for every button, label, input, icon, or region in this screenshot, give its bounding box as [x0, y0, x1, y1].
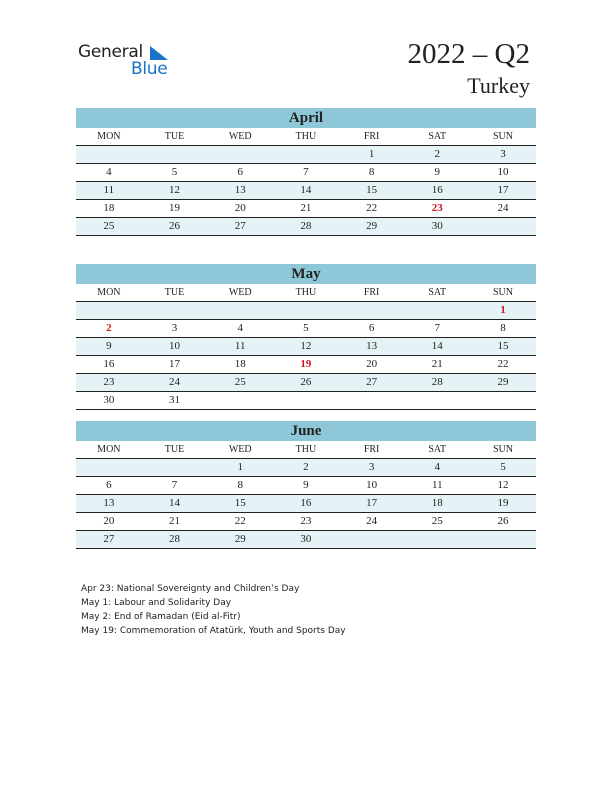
weekday-label: MON	[97, 444, 121, 455]
day-cell: 16	[431, 184, 443, 196]
day-cell: 19	[300, 358, 312, 370]
day-cell: 3	[500, 148, 506, 160]
week-row	[76, 338, 536, 356]
day-cell: 4	[237, 322, 243, 334]
week-row	[76, 182, 536, 200]
day-cell: 26	[497, 515, 509, 527]
day-cell: 28	[431, 376, 443, 388]
day-cell: 10	[169, 340, 181, 352]
day-cell: 22	[366, 202, 378, 214]
week-row	[76, 477, 536, 495]
day-cell: 7	[171, 479, 178, 491]
day-cell: 26	[300, 376, 312, 388]
day-cell: 25	[431, 515, 443, 527]
logo	[78, 42, 188, 82]
empty-day-cell	[339, 531, 405, 548]
day-cell: 6	[106, 479, 112, 491]
day-cell: 11	[431, 479, 443, 491]
empty-day-cell	[76, 302, 142, 319]
day-cell: 16	[103, 358, 115, 370]
weekday-label: MON	[97, 287, 121, 298]
empty-day-cell	[76, 146, 142, 163]
week-row	[76, 302, 536, 320]
day-cell: 15	[366, 184, 378, 196]
day-cell: 10	[497, 166, 509, 178]
day-cell: 10	[366, 479, 378, 491]
week-row	[76, 531, 536, 549]
empty-day-cell	[207, 146, 273, 163]
day-cell: 22	[497, 358, 509, 370]
holiday-notes	[81, 582, 346, 638]
day-cell: 24	[169, 376, 181, 388]
empty-day-cell	[142, 302, 208, 319]
day-cell: 12	[300, 340, 312, 352]
empty-day-cell	[339, 392, 405, 409]
empty-day-cell	[470, 392, 536, 409]
day-cell: 19	[169, 202, 181, 214]
day-cell: 15	[497, 340, 509, 352]
day-cell: 2	[106, 322, 112, 334]
day-cell: 13	[103, 497, 115, 509]
day-cell: 20	[103, 515, 115, 527]
day-cell: 7	[303, 166, 309, 178]
day-cell: 25	[103, 220, 115, 232]
day-cell: 5	[303, 322, 309, 334]
day-cell: 7	[434, 322, 441, 334]
month-header: June	[76, 421, 536, 441]
day-cell: 30	[431, 220, 443, 232]
day-cell: 15	[234, 497, 246, 509]
week-row	[76, 459, 536, 477]
weekday-header-row	[76, 441, 536, 459]
month-may	[76, 264, 536, 410]
holiday-note: May 19: Commemoration of Atatürk, Youth and Sports Day	[81, 626, 346, 636]
day-cell: 14	[169, 497, 181, 509]
day-cell: 4	[434, 461, 441, 473]
day-cell: 19	[497, 497, 509, 509]
weekday-label: SUN	[492, 444, 513, 455]
day-cell: 31	[169, 394, 181, 406]
day-cell: 28	[169, 533, 181, 545]
day-cell: 27	[366, 376, 378, 388]
day-cell: 29	[497, 376, 509, 388]
day-cell: 9	[106, 340, 112, 352]
day-cell: 13	[234, 184, 246, 196]
day-cell: 8	[500, 322, 506, 334]
day-cell: 20	[234, 202, 246, 214]
day-cell: 24	[497, 202, 509, 214]
month-header: April	[76, 108, 536, 128]
day-cell: 18	[103, 202, 115, 214]
weekday-label: SAT	[428, 287, 447, 298]
weekday-label: WED	[228, 444, 252, 455]
day-cell: 22	[234, 515, 246, 527]
empty-day-cell	[142, 459, 208, 476]
day-cell: 21	[431, 358, 443, 370]
weekday-label: MON	[97, 131, 121, 142]
weekday-header-row	[76, 128, 536, 146]
month-header: May	[76, 264, 536, 284]
empty-day-cell	[470, 531, 536, 548]
empty-day-cell	[339, 302, 405, 319]
empty-day-cell	[142, 146, 208, 163]
day-cell: 3	[171, 322, 178, 334]
day-cell: 1	[237, 461, 243, 473]
day-cell: 5	[171, 166, 178, 178]
empty-day-cell	[273, 302, 339, 319]
day-cell: 27	[234, 220, 246, 232]
week-row	[76, 164, 536, 182]
week-row	[76, 146, 536, 164]
day-cell: 8	[368, 166, 375, 178]
day-cell: 14	[300, 184, 312, 196]
day-cell: 9	[303, 479, 309, 491]
day-cell: 9	[434, 166, 441, 178]
day-cell: 25	[234, 376, 246, 388]
empty-day-cell	[273, 392, 339, 409]
day-cell: 23	[300, 515, 312, 527]
week-row	[76, 374, 536, 392]
weekday-label: FRI	[363, 444, 380, 455]
day-cell: 3	[368, 461, 375, 473]
day-cell: 21	[300, 202, 312, 214]
day-cell: 1	[368, 148, 375, 160]
weekday-label: TUE	[164, 444, 185, 455]
day-cell: 30	[300, 533, 312, 545]
page-title: 2022 – Q2	[407, 38, 530, 70]
day-cell: 13	[366, 340, 378, 352]
empty-day-cell	[470, 218, 536, 235]
month-april	[76, 108, 536, 236]
week-row	[76, 392, 536, 410]
day-cell: 6	[237, 166, 243, 178]
day-cell: 5	[500, 461, 506, 473]
day-cell: 6	[368, 322, 375, 334]
day-cell: 23	[431, 202, 443, 214]
day-cell: 1	[500, 304, 506, 316]
week-row	[76, 218, 536, 236]
empty-day-cell	[404, 302, 470, 319]
day-cell: 23	[103, 376, 115, 388]
day-cell: 29	[234, 533, 246, 545]
day-cell: 30	[103, 394, 115, 406]
day-cell: 2	[303, 461, 309, 473]
day-cell: 11	[234, 340, 246, 352]
weekday-label: SAT	[428, 131, 447, 142]
day-cell: 11	[103, 184, 115, 196]
logo-blue-text: Blue	[131, 59, 168, 79]
day-cell: 12	[169, 184, 181, 196]
month-june	[76, 421, 536, 549]
day-cell: 20	[366, 358, 378, 370]
day-cell: 17	[366, 497, 378, 509]
day-cell: 27	[103, 533, 115, 545]
holiday-note: May 2: End of Ramadan (Eid al-Fitr)	[81, 612, 241, 622]
day-cell: 26	[169, 220, 181, 232]
weekday-label: FRI	[363, 287, 380, 298]
week-row	[76, 495, 536, 513]
day-cell: 2	[434, 148, 441, 160]
day-cell: 21	[169, 515, 181, 527]
weekday-label: THU	[295, 287, 317, 298]
logo-general-text: General	[78, 42, 143, 62]
holiday-note: May 1: Labour and Solidarity Day	[81, 598, 232, 608]
weekday-label: SAT	[428, 444, 447, 455]
week-row	[76, 356, 536, 374]
weekday-label: SUN	[492, 287, 513, 298]
day-cell: 24	[366, 515, 378, 527]
week-row	[76, 200, 536, 218]
empty-day-cell	[207, 302, 273, 319]
day-cell: 18	[234, 358, 246, 370]
day-cell: 12	[497, 479, 509, 491]
weekday-label: SUN	[492, 131, 513, 142]
weekday-label: TUE	[164, 287, 185, 298]
empty-day-cell	[404, 392, 470, 409]
empty-day-cell	[76, 459, 142, 476]
weekday-header-row	[76, 284, 536, 302]
day-cell: 17	[497, 184, 509, 196]
week-row	[76, 513, 536, 531]
weekday-label: THU	[295, 444, 317, 455]
empty-day-cell	[273, 146, 339, 163]
weekday-label: THU	[295, 131, 317, 142]
empty-day-cell	[404, 531, 470, 548]
day-cell: 28	[300, 220, 312, 232]
day-cell: 29	[366, 220, 378, 232]
weekday-label: WED	[228, 131, 252, 142]
weekday-label: WED	[228, 287, 252, 298]
weekday-label: TUE	[164, 131, 185, 142]
day-cell: 17	[169, 358, 181, 370]
day-cell: 14	[431, 340, 443, 352]
day-cell: 4	[106, 166, 112, 178]
empty-day-cell	[207, 392, 273, 409]
day-cell: 18	[431, 497, 443, 509]
week-row	[76, 320, 536, 338]
weekday-label: FRI	[363, 131, 380, 142]
holiday-note: Apr 23: National Sovereignty and Children’s Day	[81, 584, 300, 594]
day-cell: 8	[237, 479, 243, 491]
country-name: Turkey	[467, 73, 530, 98]
day-cell: 16	[300, 497, 312, 509]
